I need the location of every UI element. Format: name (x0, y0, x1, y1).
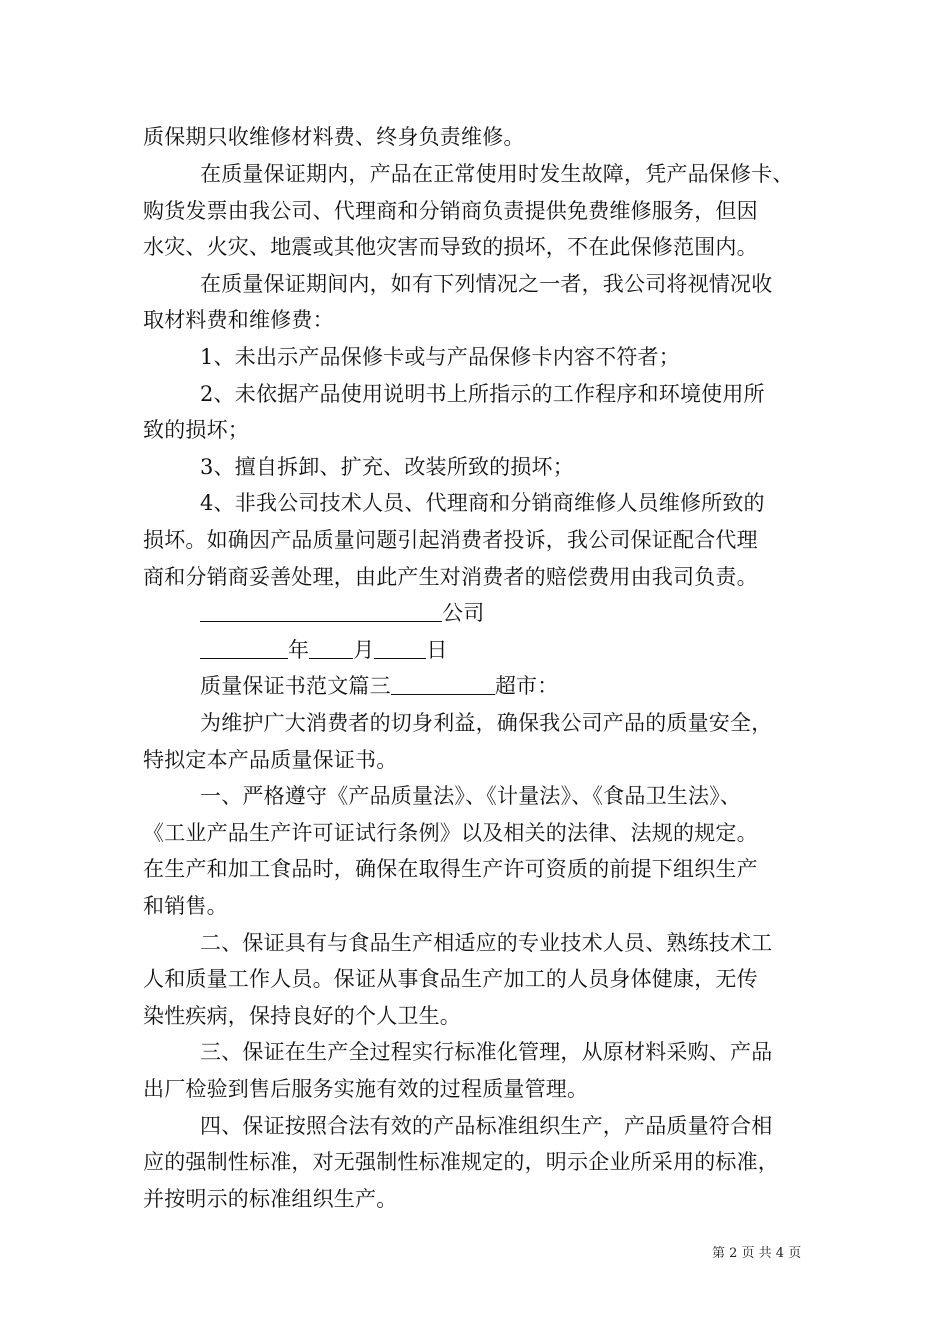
paragraph-line: 商和分销商妥善处理，由此产生对消费者的赔偿费用由我司负责。 (143, 565, 758, 589)
paragraph-line: 出厂检验到售后服务实施有效的过程质量管理。 (143, 1077, 589, 1101)
paragraph-line: 染性疾病，保持良好的个人卫生。 (143, 1004, 461, 1028)
section-3-title-prefix: 质量保证书范文篇三 (200, 674, 391, 698)
month-label: 月 (353, 638, 375, 662)
company-suffix: 公司 (442, 601, 485, 625)
paragraph-line: 取材料费和维修费： (143, 308, 334, 332)
year-blank (200, 638, 288, 659)
signature-date (200, 636, 825, 664)
section-3-title-suffix: 超市： (494, 674, 559, 698)
paragraph-line: 应的强制性标准，对无强制性标准规定的，明示企业所采用的标准， (143, 1150, 779, 1174)
day-blank (374, 638, 426, 659)
signature-company (200, 599, 825, 627)
paragraph-line: 水灾、火灾、地震或其他灾害而导致的损坏，不在此保修范围内。 (143, 235, 758, 259)
paragraph-line: 三、保证在生产全过程实行标准化管理，从原材料采购、产品 (200, 1040, 773, 1064)
company-blank (200, 601, 442, 622)
supermarket-blank (391, 674, 495, 695)
paragraph-line: 质保期只收维修材料费、终身负责维修。 (143, 125, 525, 149)
paragraph-line: 损坏。如确因产品质量问题引起消费者投诉，我公司保证配合代理 (143, 528, 758, 552)
paragraph-line: 和销售。 (143, 894, 228, 918)
list-item-3: 3、擅自拆卸、扩充、改装所致的损坏； (200, 455, 574, 479)
paragraph-line: 购货发票由我公司、代理商和分销商负责提供免费维修服务，但因 (143, 199, 758, 223)
month-blank (309, 638, 353, 659)
paragraph-line: 人和质量工作人员。保证从事食品生产加工的人员身体健康，无传 (143, 967, 758, 991)
list-item-1: 1、未出示产品保修卡或与产品保修卡内容不符者； (200, 345, 680, 369)
paragraph-line: 二、保证具有与食品生产相适应的专业技术人员、熟练技术工 (200, 931, 773, 955)
list-item-4: 4、非我公司技术人员、代理商和分销商维修人员维修所致的 (200, 491, 765, 515)
page-number: 第 2 页 共 4 页 (712, 1246, 802, 1261)
paragraph-line: 一、严格遵守《产品质量法》、《计量法》、《食品卫生法》、 (200, 784, 742, 808)
paragraph-line: 四、保证按照合法有效的产品标准组织生产，产品质量符合相 (200, 1114, 773, 1138)
day-label: 日 (426, 638, 448, 662)
paragraph-line: 致的损坏； (143, 418, 249, 442)
paragraph-line: 并按明示的标准组织生产。 (143, 1187, 398, 1211)
paragraph-line: 在质量保证期间内，如有下列情况之一者，我公司将视情况收 (200, 272, 773, 296)
paragraph-line: 特拟定本产品质量保证书。 (143, 748, 398, 772)
list-item-2: 2、未依据产品使用说明书上所指示的工作程序和环境使用所 (200, 382, 765, 406)
paragraph-line: 在质量保证期内，产品在正常使用时发生故障，凭产品保修卡、 (200, 162, 794, 186)
paragraph-line: 为维护广大消费者的切身利益，确保我公司产品的质量安全， (200, 711, 773, 735)
paragraph-line: 在生产和加工食品时，确保在取得生产许可资质的前提下组织生产 (143, 857, 758, 881)
paragraph-line: 《工业产品生产许可证试行条例》以及相关的法律、法规的规定。 (143, 821, 758, 845)
year-label: 年 (288, 638, 310, 662)
section-3-title (200, 672, 825, 700)
